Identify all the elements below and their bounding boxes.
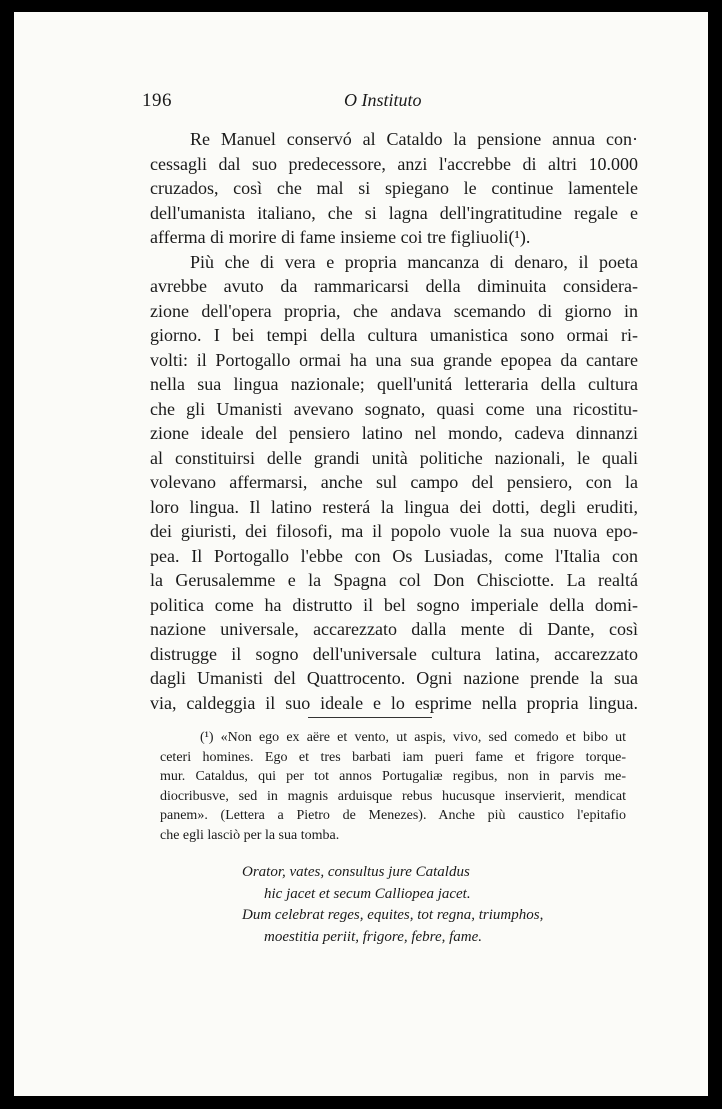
- body-line: la Gerusalemme e la Spagna col Don Chisciotte. La realtá: [150, 570, 638, 590]
- footnote: [160, 728, 626, 845]
- page-number: 196: [142, 90, 172, 111]
- verse-line: Dum celebrat reges, equites, tot regna, triumphos,: [242, 907, 544, 923]
- running-title: O Instituto: [344, 90, 422, 110]
- body-line: afferma di morire di fame insieme coi tre figliuoli(¹).: [150, 227, 531, 247]
- body-line: cessagli dal suo predecessore, anzi l'accrebbe di altri 10.000: [150, 153, 638, 174]
- body-line: cruzados, così che mal si spiegano le continue lamentele: [150, 178, 638, 198]
- body-line: distrugge il sogno dell'universale cultura latina, accarezzato: [150, 643, 638, 664]
- footnote-line: che egli lasciò per la sua tomba.: [160, 827, 340, 843]
- body-text: [150, 127, 638, 715]
- body-line: via, caldeggia il suo ideale e lo esprime nella propria lingua.: [150, 692, 638, 713]
- footnote-line: mur. Cataldus, qui per tot annos Portugaliæ regibus, non in parvis me-: [160, 769, 626, 784]
- body-line: loro lingua. Il latino resterá la lingua dei dotti, degli eruditi,: [150, 496, 638, 517]
- verse-line: moestitia periit, frigore, febre, fame.: [264, 928, 483, 945]
- footnote-line: panem». (Lettera a Pietro de Menezes). Anche più caustico l'epitafio: [160, 808, 626, 823]
- body-line: che gli Umanisti avevano sognato, quasi come una ricostitu-: [150, 398, 638, 419]
- body-line: dei giuristi, dei filosofi, ma il popolo vuole la sua nuova epo-: [150, 521, 638, 541]
- body-line: giorno. I bei tempi della cultura umanistica sono ormai ri-: [150, 325, 638, 345]
- body-line: zione dell'opera propria, che andava scemando di giorno in: [150, 300, 638, 321]
- footnote-line: diocribusve, sed in magnis arduisque rebus hucusque inservierit, mendicat: [160, 788, 626, 804]
- body-line: Più che di vera e propria mancanza di denaro, il poeta: [190, 251, 638, 272]
- body-line: dell'umanista italiano, che si lagna dell'ingratitudine regale e: [150, 202, 638, 223]
- running-head: [14, 90, 708, 114]
- body-line: volti: il Portogallo ormai ha una sua grande epopea da cantare: [150, 349, 638, 370]
- footnote-rule: [308, 717, 432, 718]
- verse-line: hic jacet et secum Calliopea jacet.: [264, 885, 471, 902]
- body-line: Re Manuel conservó al Cataldo la pensione annua con·: [190, 129, 638, 149]
- body-line: pea. Il Portogallo l'ebbe con Os Lusiadas, come l'Italia con: [150, 545, 638, 566]
- body-line: al constituirsi delle grandi unità politiche nazionali, le quali: [150, 447, 638, 468]
- footnote-line: ceteri homines. Ego et tres barbati iam pueri fame et frigore torque-: [160, 749, 626, 765]
- body-line: nazione universale, accarezzato dalla mente di Dante, così: [150, 619, 638, 639]
- footnote-line: (¹) «Non ego ex aëre et vento, ut aspis, vivo, sed comedo et bibo ut: [200, 730, 626, 745]
- body-line: volevano affermarsi, anche sul campo del pensiero, con la: [150, 472, 638, 492]
- body-line: dagli Umanisti del Quattrocento. Ogni nazione prende la sua: [150, 668, 638, 688]
- body-line: zione ideale del pensiero latino nel mondo, cadeva dinnanzi: [150, 423, 638, 443]
- body-line: nella sua lingua nazionale; quell'unitá letteraria della cultura: [150, 374, 638, 394]
- book-page: [14, 12, 708, 1096]
- body-line: politica come ha distrutto il bel sogno imperiale della domi-: [150, 594, 638, 615]
- body-line: avrebbe avuto da rammaricarsi della diminuita considera-: [150, 276, 638, 296]
- verse-line: Orator, vates, consultus jure Cataldus: [242, 864, 470, 880]
- epitaph-verse: [242, 862, 602, 948]
